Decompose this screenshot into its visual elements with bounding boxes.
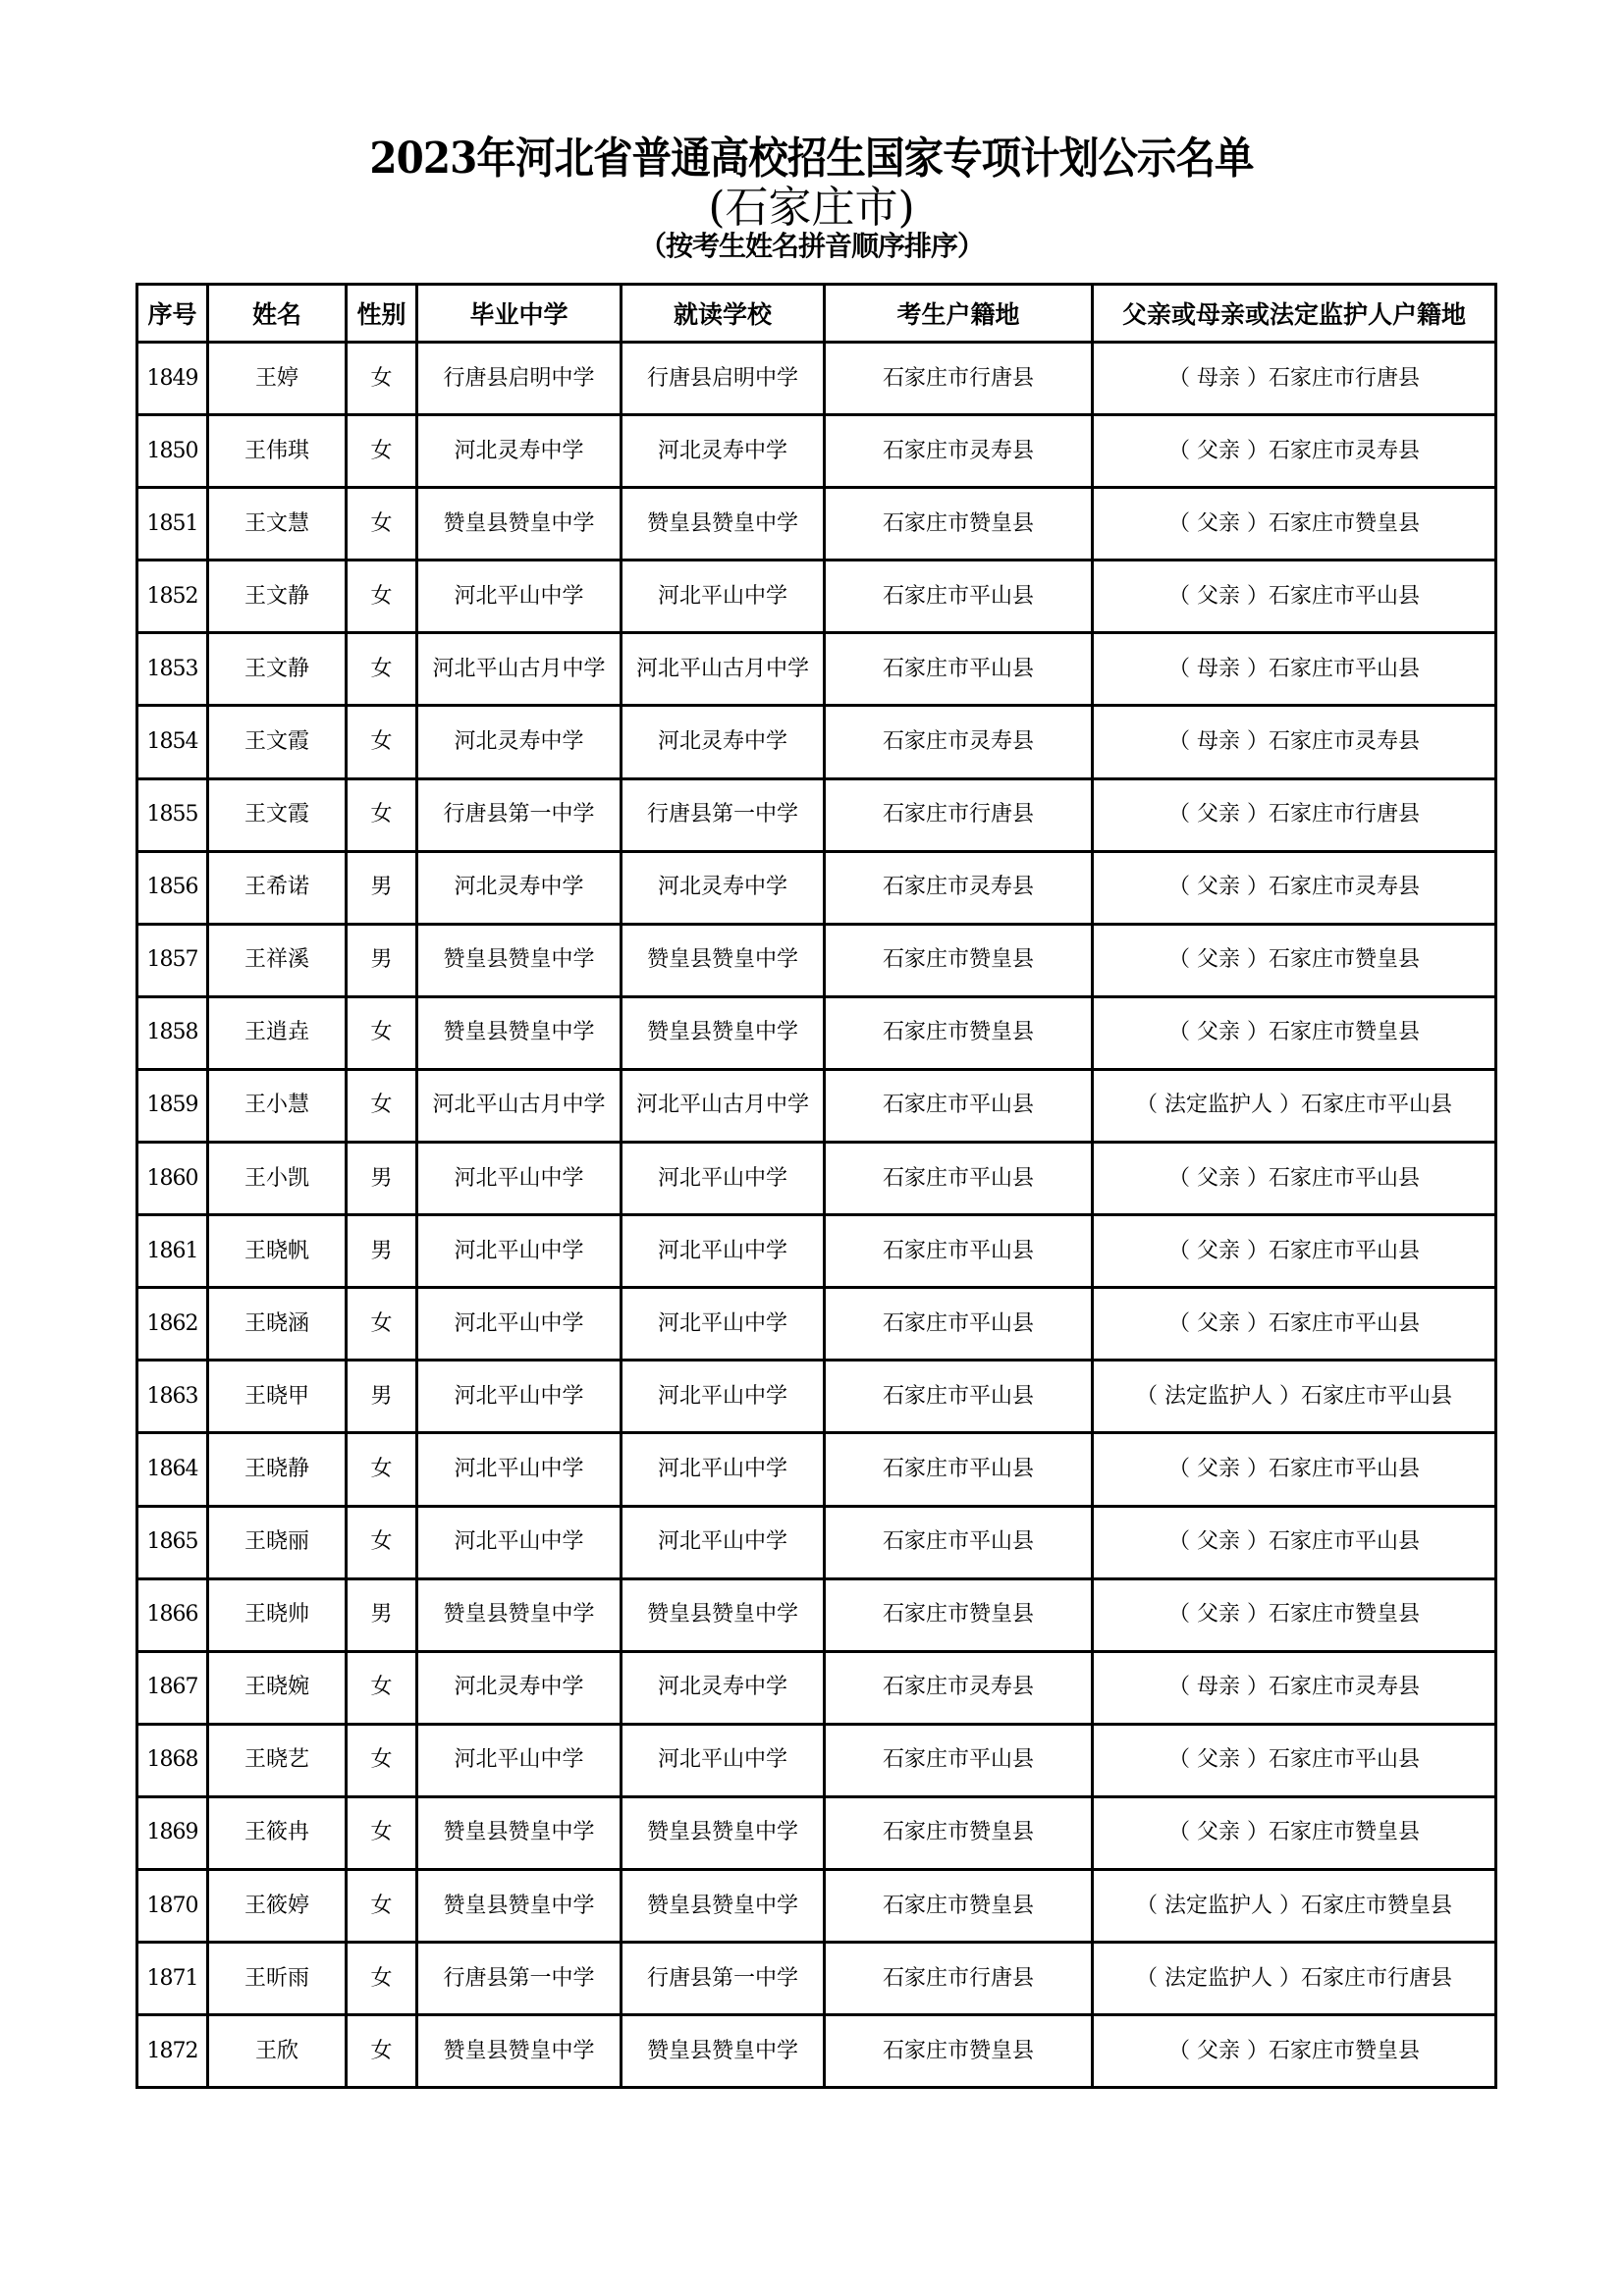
cell-name: 王小慧 <box>208 1069 347 1142</box>
table-body <box>137 343 1496 2088</box>
cell-serial-number: 1859 <box>137 1069 208 1142</box>
cell-guardian-residence: （ 父亲 ）石家庄市平山县 <box>1093 1724 1496 1796</box>
cell-gender: 女 <box>347 1651 417 1724</box>
cell-student-residence: 石家庄市赞皇县 <box>825 488 1093 561</box>
cell-current-school: 赞皇县赞皇中学 <box>622 488 825 561</box>
cell-name: 王文慧 <box>208 488 347 561</box>
cell-guardian-residence: （ 父亲 ）石家庄市行唐县 <box>1093 778 1496 851</box>
table-row <box>137 1578 1496 1651</box>
cell-serial-number: 1869 <box>137 1796 208 1869</box>
table-row <box>137 1361 1496 1433</box>
header-guardian-residence: 父亲或母亲或法定监护人户籍地 <box>1093 285 1496 343</box>
cell-current-school: 河北平山中学 <box>622 1433 825 1506</box>
cell-graduation-school: 赞皇县赞皇中学 <box>417 2015 622 2088</box>
cell-student-residence: 石家庄市平山县 <box>825 1724 1093 1796</box>
cell-student-residence: 石家庄市平山县 <box>825 1506 1093 1578</box>
cell-current-school: 行唐县第一中学 <box>622 778 825 851</box>
cell-guardian-residence: （ 法定监护人 ）石家庄市平山县 <box>1093 1069 1496 1142</box>
cell-gender: 女 <box>347 633 417 706</box>
cell-name: 王昕雨 <box>208 1943 347 2015</box>
cell-graduation-school: 河北平山中学 <box>417 561 622 633</box>
cell-guardian-residence: （ 父亲 ）石家庄市赞皇县 <box>1093 924 1496 996</box>
table-row <box>137 1433 1496 1506</box>
cell-gender: 女 <box>347 1506 417 1578</box>
cell-guardian-residence: （ 母亲 ）石家庄市行唐县 <box>1093 343 1496 415</box>
cell-current-school: 河北平山中学 <box>622 1215 825 1288</box>
cell-gender: 女 <box>347 1724 417 1796</box>
table-row <box>137 924 1496 996</box>
cell-student-residence: 石家庄市平山县 <box>825 633 1093 706</box>
table-row <box>137 996 1496 1069</box>
cell-serial-number: 1849 <box>137 343 208 415</box>
cell-current-school: 赞皇县赞皇中学 <box>622 1796 825 1869</box>
cell-student-residence: 石家庄市平山县 <box>825 1143 1093 1215</box>
table-row <box>137 778 1496 851</box>
cell-current-school: 河北灵寿中学 <box>622 415 825 488</box>
cell-name: 王伟琪 <box>208 415 347 488</box>
table-row <box>137 851 1496 924</box>
cell-student-residence: 石家庄市赞皇县 <box>825 1869 1093 1942</box>
cell-gender: 女 <box>347 706 417 778</box>
cell-current-school: 河北灵寿中学 <box>622 1651 825 1724</box>
cell-name: 王晓婉 <box>208 1651 347 1724</box>
cell-student-residence: 石家庄市赞皇县 <box>825 1578 1093 1651</box>
cell-gender: 女 <box>347 561 417 633</box>
header-graduation-school: 毕业中学 <box>417 285 622 343</box>
cell-guardian-residence: （ 父亲 ）石家庄市平山县 <box>1093 1288 1496 1361</box>
cell-serial-number: 1866 <box>137 1578 208 1651</box>
cell-guardian-residence: （ 法定监护人 ）石家庄市平山县 <box>1093 1361 1496 1433</box>
cell-name: 王筱冉 <box>208 1796 347 1869</box>
sort-note: （按考生姓名拼音顺序排序） <box>638 230 984 262</box>
cell-current-school: 河北平山中学 <box>622 561 825 633</box>
cell-serial-number: 1850 <box>137 415 208 488</box>
cell-graduation-school: 河北灵寿中学 <box>417 415 622 488</box>
cell-gender: 女 <box>347 488 417 561</box>
cell-guardian-residence: （ 父亲 ）石家庄市灵寿县 <box>1093 415 1496 488</box>
cell-name: 王晓帅 <box>208 1578 347 1651</box>
table-row <box>137 2015 1496 2088</box>
table-row <box>137 1651 1496 1724</box>
cell-gender: 男 <box>347 1215 417 1288</box>
cell-current-school: 河北平山古月中学 <box>622 633 825 706</box>
cell-graduation-school: 行唐县第一中学 <box>417 1943 622 2015</box>
cell-name: 王晓静 <box>208 1433 347 1506</box>
cell-current-school: 河北灵寿中学 <box>622 851 825 924</box>
cell-name: 王文霞 <box>208 778 347 851</box>
cell-current-school: 赞皇县赞皇中学 <box>622 1578 825 1651</box>
cell-graduation-school: 河北灵寿中学 <box>417 1651 622 1724</box>
cell-guardian-residence: （ 父亲 ）石家庄市赞皇县 <box>1093 1578 1496 1651</box>
table-row <box>137 1288 1496 1361</box>
cell-graduation-school: 赞皇县赞皇中学 <box>417 996 622 1069</box>
student-roster-table <box>135 283 1497 2089</box>
cell-serial-number: 1853 <box>137 633 208 706</box>
cell-current-school: 赞皇县赞皇中学 <box>622 1869 825 1942</box>
city-subtitle: (石家庄市) <box>708 183 915 233</box>
cell-guardian-residence: （ 父亲 ）石家庄市赞皇县 <box>1093 2015 1496 2088</box>
cell-guardian-residence: （ 母亲 ）石家庄市灵寿县 <box>1093 1651 1496 1724</box>
cell-gender: 男 <box>347 1143 417 1215</box>
table-row <box>137 1069 1496 1142</box>
header-student-residence: 考生户籍地 <box>825 285 1093 343</box>
cell-current-school: 河北平山中学 <box>622 1288 825 1361</box>
cell-name: 王晓帆 <box>208 1215 347 1288</box>
cell-current-school: 行唐县启明中学 <box>622 343 825 415</box>
cell-graduation-school: 赞皇县赞皇中学 <box>417 1578 622 1651</box>
cell-guardian-residence: （ 父亲 ）石家庄市灵寿县 <box>1093 851 1496 924</box>
cell-student-residence: 石家庄市平山县 <box>825 1069 1093 1142</box>
table-row <box>137 1724 1496 1796</box>
cell-guardian-residence: （ 父亲 ）石家庄市平山县 <box>1093 1506 1496 1578</box>
cell-name: 王晓甲 <box>208 1361 347 1433</box>
table-row <box>137 1506 1496 1578</box>
cell-name: 王文静 <box>208 633 347 706</box>
cell-current-school: 河北平山中学 <box>622 1724 825 1796</box>
cell-student-residence: 石家庄市行唐县 <box>825 778 1093 851</box>
cell-serial-number: 1865 <box>137 1506 208 1578</box>
cell-student-residence: 石家庄市灵寿县 <box>825 706 1093 778</box>
cell-gender: 男 <box>347 924 417 996</box>
cell-name: 王祥溪 <box>208 924 347 996</box>
cell-current-school: 赞皇县赞皇中学 <box>622 2015 825 2088</box>
cell-graduation-school: 河北平山古月中学 <box>417 633 622 706</box>
cell-gender: 女 <box>347 996 417 1069</box>
cell-serial-number: 1862 <box>137 1288 208 1361</box>
cell-guardian-residence: （ 法定监护人 ）石家庄市赞皇县 <box>1093 1869 1496 1942</box>
cell-guardian-residence: （ 父亲 ）石家庄市赞皇县 <box>1093 996 1496 1069</box>
table-row <box>137 1943 1496 2015</box>
cell-name: 王筱婷 <box>208 1869 347 1942</box>
cell-gender: 女 <box>347 415 417 488</box>
cell-student-residence: 石家庄市平山县 <box>825 1288 1093 1361</box>
cell-serial-number: 1857 <box>137 924 208 996</box>
table-row <box>137 343 1496 415</box>
table-row <box>137 488 1496 561</box>
cell-student-residence: 石家庄市平山县 <box>825 1215 1093 1288</box>
cell-graduation-school: 赞皇县赞皇中学 <box>417 1796 622 1869</box>
cell-graduation-school: 河北灵寿中学 <box>417 706 622 778</box>
cell-student-residence: 石家庄市灵寿县 <box>825 415 1093 488</box>
cell-graduation-school: 赞皇县赞皇中学 <box>417 924 622 996</box>
header-current-school: 就读学校 <box>622 285 825 343</box>
cell-serial-number: 1860 <box>137 1143 208 1215</box>
cell-guardian-residence: （ 父亲 ）石家庄市赞皇县 <box>1093 1796 1496 1869</box>
table-row <box>137 706 1496 778</box>
cell-current-school: 河北平山古月中学 <box>622 1069 825 1142</box>
cell-student-residence: 石家庄市平山县 <box>825 561 1093 633</box>
document-title: 2023年河北省普通高校招生国家专项计划公示名单 <box>369 133 1254 184</box>
cell-guardian-residence: （ 父亲 ）石家庄市平山县 <box>1093 1143 1496 1215</box>
table-row <box>137 415 1496 488</box>
cell-graduation-school: 行唐县第一中学 <box>417 778 622 851</box>
cell-serial-number: 1872 <box>137 2015 208 2088</box>
cell-student-residence: 石家庄市行唐县 <box>825 343 1093 415</box>
header-gender: 性别 <box>347 285 417 343</box>
cell-gender: 女 <box>347 1433 417 1506</box>
cell-graduation-school: 行唐县启明中学 <box>417 343 622 415</box>
cell-guardian-residence: （ 母亲 ）石家庄市平山县 <box>1093 633 1496 706</box>
cell-serial-number: 1867 <box>137 1651 208 1724</box>
cell-graduation-school: 河北平山古月中学 <box>417 1069 622 1142</box>
cell-serial-number: 1855 <box>137 778 208 851</box>
cell-guardian-residence: （ 父亲 ）石家庄市平山县 <box>1093 561 1496 633</box>
cell-current-school: 河北平山中学 <box>622 1143 825 1215</box>
cell-gender: 女 <box>347 1943 417 2015</box>
cell-guardian-residence: （ 父亲 ）石家庄市平山县 <box>1093 1215 1496 1288</box>
cell-serial-number: 1861 <box>137 1215 208 1288</box>
cell-name: 王晓艺 <box>208 1724 347 1796</box>
cell-name: 王小凯 <box>208 1143 347 1215</box>
cell-serial-number: 1864 <box>137 1433 208 1506</box>
cell-gender: 男 <box>347 1578 417 1651</box>
table-row <box>137 1143 1496 1215</box>
cell-serial-number: 1851 <box>137 488 208 561</box>
cell-graduation-school: 赞皇县赞皇中学 <box>417 1869 622 1942</box>
cell-serial-number: 1858 <box>137 996 208 1069</box>
cell-student-residence: 石家庄市赞皇县 <box>825 996 1093 1069</box>
table-row <box>137 1796 1496 1869</box>
cell-gender: 女 <box>347 1796 417 1869</box>
cell-serial-number: 1863 <box>137 1361 208 1433</box>
cell-current-school: 河北平山中学 <box>622 1361 825 1433</box>
cell-name: 王文霞 <box>208 706 347 778</box>
cell-student-residence: 石家庄市赞皇县 <box>825 1796 1093 1869</box>
cell-current-school: 赞皇县赞皇中学 <box>622 924 825 996</box>
cell-name: 王婷 <box>208 343 347 415</box>
cell-graduation-school: 赞皇县赞皇中学 <box>417 488 622 561</box>
cell-gender: 女 <box>347 778 417 851</box>
cell-serial-number: 1854 <box>137 706 208 778</box>
table-header-row <box>137 285 1496 343</box>
cell-current-school: 行唐县第一中学 <box>622 1943 825 2015</box>
cell-student-residence: 石家庄市赞皇县 <box>825 2015 1093 2088</box>
cell-graduation-school: 河北灵寿中学 <box>417 851 622 924</box>
cell-serial-number: 1870 <box>137 1869 208 1942</box>
cell-guardian-residence: （ 父亲 ）石家庄市平山县 <box>1093 1433 1496 1506</box>
cell-name: 王逍垚 <box>208 996 347 1069</box>
cell-graduation-school: 河北平山中学 <box>417 1361 622 1433</box>
cell-serial-number: 1852 <box>137 561 208 633</box>
cell-serial-number: 1856 <box>137 851 208 924</box>
cell-name: 王文静 <box>208 561 347 633</box>
cell-gender: 女 <box>347 1288 417 1361</box>
cell-gender: 女 <box>347 2015 417 2088</box>
cell-graduation-school: 河北平山中学 <box>417 1433 622 1506</box>
cell-graduation-school: 河北平山中学 <box>417 1506 622 1578</box>
header-serial-number: 序号 <box>137 285 208 343</box>
cell-gender: 女 <box>347 1869 417 1942</box>
cell-graduation-school: 河北平山中学 <box>417 1215 622 1288</box>
cell-serial-number: 1868 <box>137 1724 208 1796</box>
cell-student-residence: 石家庄市平山县 <box>825 1433 1093 1506</box>
cell-guardian-residence: （ 法定监护人 ）石家庄市行唐县 <box>1093 1943 1496 2015</box>
cell-student-residence: 石家庄市平山县 <box>825 1361 1093 1433</box>
header-name: 姓名 <box>208 285 347 343</box>
cell-gender: 男 <box>347 851 417 924</box>
cell-current-school: 河北平山中学 <box>622 1506 825 1578</box>
table-row <box>137 633 1496 706</box>
cell-student-residence: 石家庄市灵寿县 <box>825 1651 1093 1724</box>
table-row <box>137 561 1496 633</box>
cell-name: 王希诺 <box>208 851 347 924</box>
cell-gender: 女 <box>347 1069 417 1142</box>
cell-name: 王晓涵 <box>208 1288 347 1361</box>
cell-graduation-school: 河北平山中学 <box>417 1143 622 1215</box>
cell-graduation-school: 河北平山中学 <box>417 1724 622 1796</box>
cell-gender: 女 <box>347 343 417 415</box>
cell-guardian-residence: （ 母亲 ）石家庄市灵寿县 <box>1093 706 1496 778</box>
cell-current-school: 赞皇县赞皇中学 <box>622 996 825 1069</box>
cell-serial-number: 1871 <box>137 1943 208 2015</box>
cell-student-residence: 石家庄市灵寿县 <box>825 851 1093 924</box>
table-row <box>137 1869 1496 1942</box>
cell-name: 王欣 <box>208 2015 347 2088</box>
cell-current-school: 河北灵寿中学 <box>622 706 825 778</box>
cell-student-residence: 石家庄市赞皇县 <box>825 924 1093 996</box>
cell-gender: 男 <box>347 1361 417 1433</box>
cell-name: 王晓丽 <box>208 1506 347 1578</box>
cell-graduation-school: 河北平山中学 <box>417 1288 622 1361</box>
table-row <box>137 1215 1496 1288</box>
cell-guardian-residence: （ 父亲 ）石家庄市赞皇县 <box>1093 488 1496 561</box>
cell-student-residence: 石家庄市行唐县 <box>825 1943 1093 2015</box>
